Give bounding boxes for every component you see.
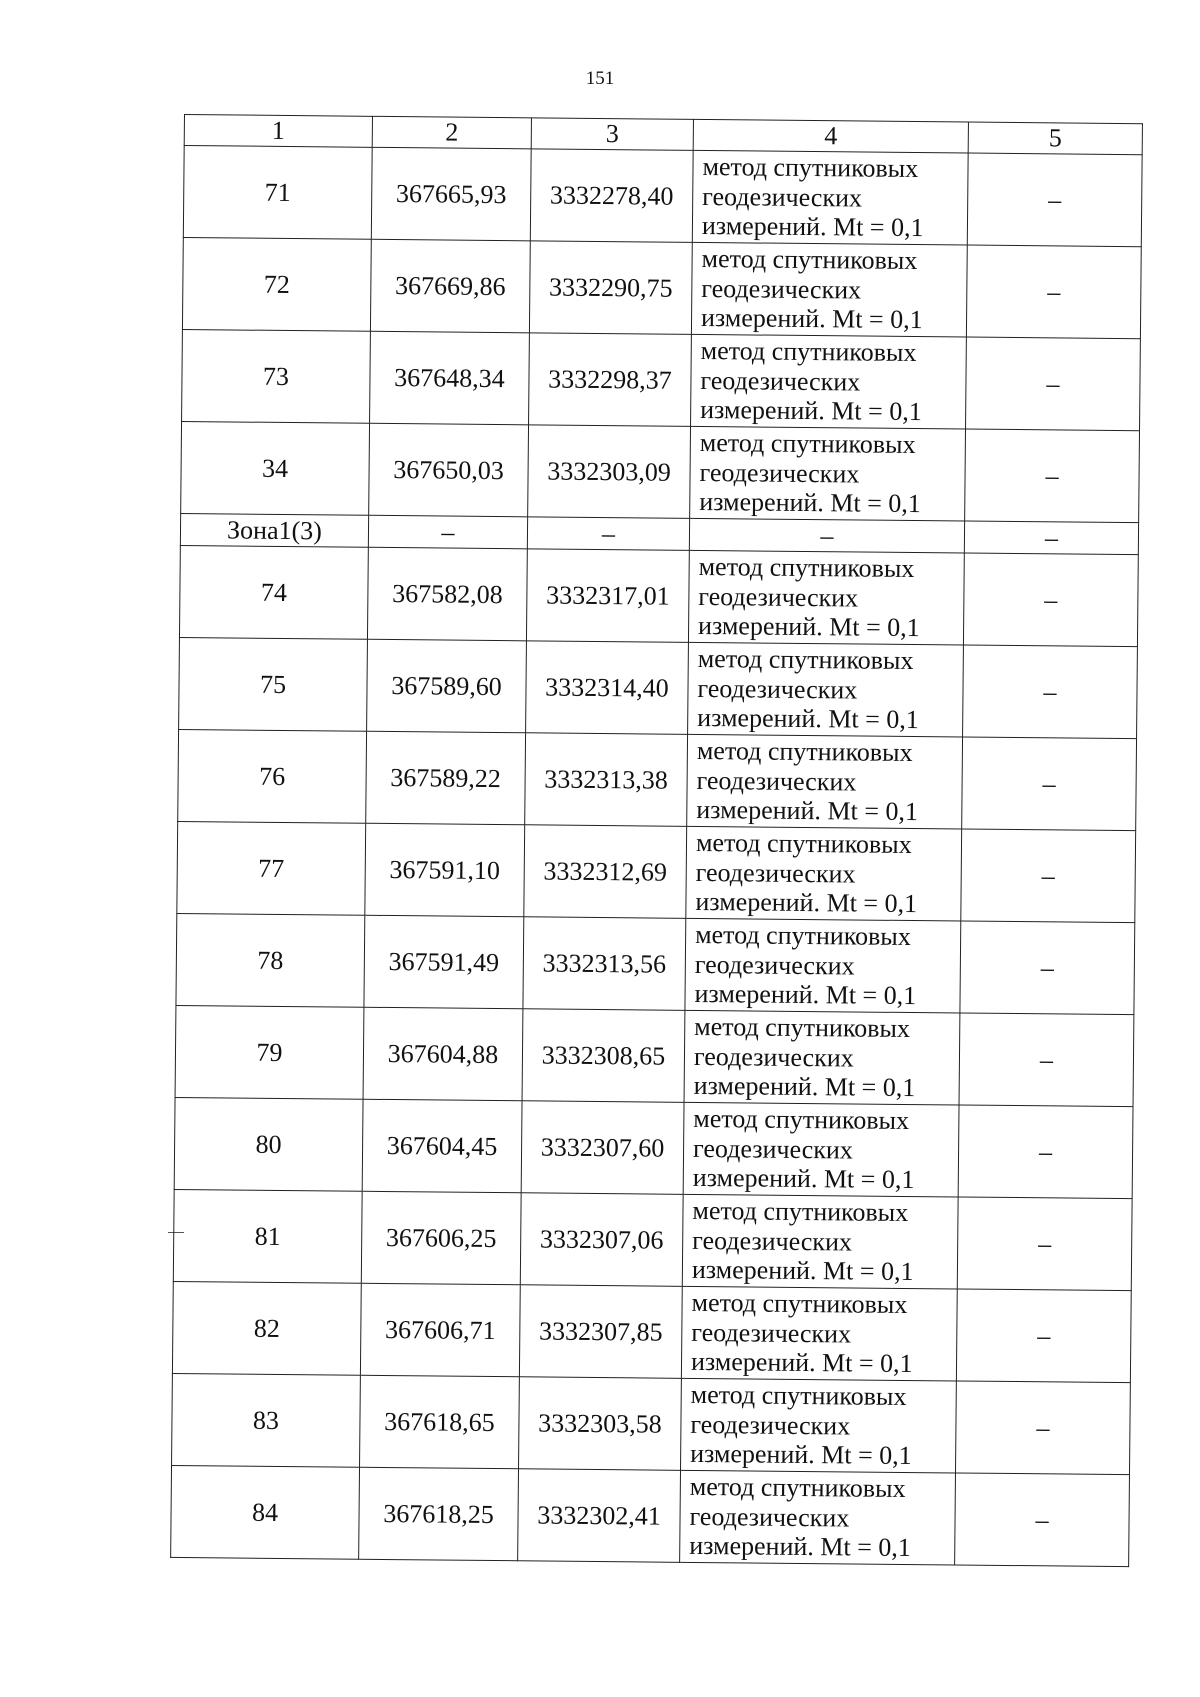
table-row — [171, 1465, 1130, 1566]
description-cell: – — [962, 737, 1137, 831]
method-text-line: геодезических — [701, 273, 862, 305]
method-cell — [690, 426, 966, 521]
coordinate-y-cell: 3332303,09 — [528, 425, 691, 519]
method-text-line: геодезических — [698, 581, 859, 613]
method-cell — [691, 242, 967, 337]
coordinate-x-cell: 367591,10 — [365, 823, 525, 917]
coordinate-y-cell: 3332298,37 — [529, 333, 692, 427]
point-number-cell: 77 — [177, 821, 366, 915]
method-text-line: измерений. Mt = 0,1 — [693, 1071, 916, 1103]
method-text-line: метод спутниковых — [689, 1472, 906, 1504]
description-cell: – — [959, 1013, 1134, 1107]
coordinate-y-cell: 3332302,41 — [518, 1469, 681, 1563]
method-text-line: метод спутниковых — [695, 920, 911, 952]
column-header-4: 4 — [693, 119, 968, 153]
point-number-cell: 76 — [178, 729, 367, 823]
description-cell: – — [955, 1381, 1130, 1475]
coordinate-y-cell: 3332313,56 — [523, 917, 686, 1011]
method-text-line: геодезических — [693, 1041, 854, 1073]
point-number-cell: 82 — [172, 1281, 361, 1375]
table-row — [174, 1097, 1133, 1198]
method-text-line: метод спутниковых — [693, 1104, 910, 1136]
coordinate-x-cell: 367606,71 — [360, 1283, 520, 1377]
description-cell: – — [965, 429, 1140, 523]
method-text-line: метод спутниковых — [698, 552, 915, 584]
method-text-line: метод спутниковых — [701, 244, 918, 276]
coordinate-x-cell: 367648,34 — [370, 331, 530, 425]
method-text-line: измерений. Mt = 0,1 — [694, 979, 917, 1011]
zone-dash-cell: – — [689, 518, 964, 553]
coordinate-y-cell: 3332314,40 — [526, 641, 689, 735]
table-row — [181, 421, 1140, 522]
coordinate-y-cell: 3332317,01 — [526, 549, 689, 643]
method-text-line: геодезических — [699, 457, 860, 489]
table-row — [176, 913, 1135, 1014]
description-cell: – — [966, 337, 1141, 431]
coordinate-x-cell: 367604,45 — [362, 1099, 522, 1193]
method-text-line: геодезических — [692, 1225, 853, 1257]
method-text-line: метод спутниковых — [699, 428, 916, 460]
coordinates-table — [170, 114, 1143, 1567]
method-text-line: измерений. Mt = 0,1 — [695, 887, 918, 919]
method-cell — [692, 150, 968, 245]
table-row — [175, 1005, 1134, 1106]
table-row — [177, 821, 1136, 922]
method-cell — [688, 642, 964, 737]
table-row — [172, 1373, 1131, 1474]
description-cell: – — [967, 153, 1142, 247]
method-text-line: измерений. Mt = 0,1 — [696, 795, 919, 827]
method-text-line: измерений. Mt = 0,1 — [697, 703, 919, 735]
method-text-line: измерений. Mt = 0,1 — [699, 487, 922, 519]
coordinate-x-cell: 367591,49 — [364, 915, 524, 1009]
method-text-line: измерений. Mt = 0,1 — [690, 1347, 913, 1379]
method-text-line: измерений. Mt = 0,1 — [690, 1439, 912, 1471]
method-text-line: метод спутниковых — [695, 828, 912, 860]
coordinate-x-cell: 367665,93 — [371, 147, 531, 241]
table-row — [172, 1281, 1131, 1382]
method-text-line: геодезических — [696, 765, 857, 797]
coordinate-x-cell: 367618,25 — [359, 1467, 519, 1561]
point-number-cell: 75 — [179, 637, 368, 731]
method-text-line: измерений. Mt = 0,1 — [700, 303, 923, 335]
coordinate-x-cell: 367589,22 — [366, 731, 526, 825]
description-cell: – — [957, 1197, 1132, 1291]
method-cell — [688, 550, 964, 645]
method-text-line: метод спутниковых — [700, 336, 917, 368]
coordinate-y-cell: 3332303,58 — [519, 1377, 682, 1471]
page-number: 151 — [585, 68, 615, 89]
column-header-2: 2 — [372, 116, 531, 149]
description-cell: – — [956, 1289, 1131, 1383]
point-number-cell: 74 — [179, 545, 368, 639]
method-text-line: геодезических — [695, 857, 856, 889]
method-text-line: геодезических — [690, 1409, 851, 1441]
zone-dash-cell: – — [527, 517, 689, 551]
method-cell — [680, 1470, 956, 1565]
method-cell — [682, 1194, 958, 1289]
table-body — [171, 115, 1143, 1567]
method-text-line: измерений. Mt = 0,1 — [691, 1255, 914, 1287]
table-row — [173, 1189, 1132, 1290]
method-text-line: геодезических — [694, 949, 855, 981]
coordinate-x-cell: 367618,65 — [360, 1375, 520, 1469]
column-header-5: 5 — [968, 122, 1142, 155]
table-row — [179, 545, 1138, 646]
method-cell — [683, 1102, 959, 1197]
method-cell — [685, 918, 961, 1013]
table-row — [183, 146, 1142, 247]
method-text-line: геодезических — [700, 365, 861, 397]
point-number-cell: 34 — [181, 421, 370, 515]
column-header-1: 1 — [184, 115, 372, 148]
point-number-cell: 79 — [175, 1005, 364, 1099]
method-cell — [686, 826, 962, 921]
coordinate-y-cell: 3332312,69 — [524, 825, 687, 919]
point-number-cell: 72 — [182, 237, 371, 331]
description-cell: – — [960, 921, 1135, 1015]
method-text-line: метод спутниковых — [692, 1196, 909, 1228]
zone-dash-cell: – — [368, 515, 527, 549]
point-number-cell: 80 — [174, 1097, 363, 1191]
point-number-cell: 78 — [176, 913, 365, 1007]
point-number-cell: 84 — [171, 1465, 360, 1559]
description-cell: – — [961, 829, 1136, 923]
column-header-3: 3 — [531, 118, 693, 151]
method-cell — [691, 334, 967, 429]
method-text-line: метод спутниковых — [702, 152, 919, 184]
description-cell: – — [963, 645, 1138, 739]
method-text-line: геодезических — [697, 673, 858, 705]
method-cell — [684, 1010, 960, 1105]
method-text-line: метод спутниковых — [691, 1288, 908, 1320]
method-text-line: измерений. Mt = 0,1 — [692, 1163, 915, 1195]
table-row — [182, 329, 1141, 430]
method-text-line: измерений. Mt = 0,1 — [701, 211, 924, 243]
method-text-line: измерений. Mt = 0,1 — [689, 1531, 912, 1563]
table-row — [179, 637, 1138, 738]
coordinate-y-cell: 3332313,38 — [525, 733, 688, 827]
coordinate-x-cell: 367669,86 — [370, 239, 530, 333]
description-cell: – — [958, 1105, 1133, 1199]
method-text-line: измерений. Mt = 0,1 — [700, 395, 922, 427]
coordinate-x-cell: 367606,25 — [361, 1191, 521, 1285]
method-text-line: метод спутниковых — [690, 1380, 907, 1412]
zone-dash-cell: – — [964, 521, 1138, 555]
point-number-cell: 83 — [172, 1373, 361, 1467]
table-row — [178, 729, 1137, 830]
method-text-line: геодезических — [692, 1133, 853, 1165]
coordinate-y-cell: 3332290,75 — [529, 241, 692, 335]
coordinate-y-cell: 3332307,85 — [519, 1285, 682, 1379]
coordinate-x-cell: 367650,03 — [369, 423, 529, 517]
point-number-cell: 81 — [173, 1189, 362, 1283]
coordinate-y-cell: 3332308,65 — [522, 1009, 685, 1103]
coordinate-y-cell: 3332307,06 — [520, 1193, 683, 1287]
method-text-line: метод спутниковых — [697, 644, 914, 676]
method-cell — [681, 1378, 957, 1473]
coordinate-x-cell: 367604,88 — [363, 1007, 523, 1101]
zone-label-cell: Зона1(3) — [180, 513, 368, 547]
coordinate-y-cell: 3332307,60 — [521, 1101, 684, 1195]
table-row — [182, 237, 1141, 338]
method-text-line: геодезических — [702, 181, 863, 213]
point-number-cell: 71 — [183, 146, 372, 240]
method-text-line: метод спутниковых — [694, 1012, 911, 1044]
description-cell: – — [963, 553, 1138, 647]
method-text-line: метод спутниковых — [696, 736, 913, 768]
coordinate-x-cell: 367589,60 — [367, 639, 527, 733]
point-number-cell: 73 — [182, 329, 371, 423]
method-text-line: геодезических — [691, 1317, 852, 1349]
method-text-line: измерений. Mt = 0,1 — [697, 611, 920, 643]
coordinate-y-cell: 3332278,40 — [530, 149, 693, 243]
coordinate-x-cell: 367582,08 — [367, 547, 527, 641]
method-text-line: геодезических — [689, 1501, 850, 1533]
description-cell: – — [966, 245, 1141, 339]
description-cell: – — [955, 1473, 1130, 1567]
method-cell — [681, 1286, 957, 1381]
method-cell — [687, 734, 963, 829]
